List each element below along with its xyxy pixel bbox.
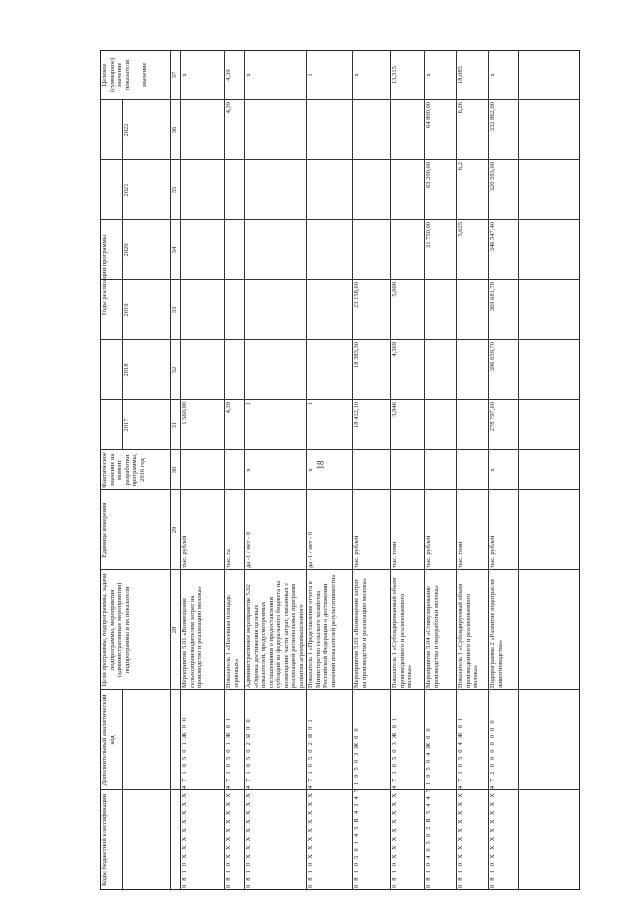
header-unit: Единица измерения [101,502,108,558]
row-final: 4,39 [225,69,232,81]
row-value [181,102,223,158]
row-value: 346 547,40 [489,222,496,252]
column-number: 30 [171,466,178,474]
row-value: 278 797,60 [489,402,496,432]
row-code: 0 8 1 0 Х Х Х Х Х Х Х Х 4 7 1 0 5 0 1 Ж 0 0 [181,716,188,888]
row-name: Мероприятие 5.01 «Возмещение сельхозпроизводителям затрат на производство и реализацию молока» [181,586,203,688]
row-value [245,342,305,398]
column-number: 37 [171,71,178,79]
row-value: 1 [245,402,252,406]
row-value [425,342,455,398]
header-year: 2018 [123,363,130,377]
grid-line [100,489,580,490]
row-value [425,402,455,448]
row-value [225,342,243,398]
row-value: 31 750,00 [425,222,432,248]
row-name: Административное мероприятие 5.02 «Оценка достижения целевых показателей, предусмотренных соглашениями о предоставлении субсидий из федерального бюджета на возмещение части затрат, связанных с реализацией региональных программ развития агропромышленного [245,580,305,688]
row-value [353,222,389,278]
row-final: х [181,73,188,77]
row-value [245,222,305,278]
row-value [181,222,223,278]
row-value [181,162,223,218]
grid-line [100,279,580,280]
row-value: 23 158,60 [353,282,360,308]
row-code: 0 8 1 0 Х Х Х Х Х Х Х Х 4 7 1 0 5 0 4 Ж 0 1 [457,716,464,888]
header-final: Целевое (суммарное) значение показателя [101,57,131,93]
row-fact [391,452,423,488]
row-value: 4,369 [391,342,398,357]
grid-line [100,689,580,690]
row-fact [181,452,223,488]
row-value: 332 862,00 [489,102,496,132]
row-value: 396 659,70 [489,342,496,372]
header-year: 2020 [123,243,130,257]
row-fact: х [489,468,496,472]
row-value [425,282,455,338]
row-unit: тыс. рублей [489,535,496,568]
row-unit: тыс. рублей [425,535,432,568]
row-value [391,222,423,278]
row-value [457,282,487,338]
row-value: 369 681,70 [489,282,496,312]
row-value [353,162,389,218]
header-year: 2021 [123,183,130,197]
row-name: Мероприятие 5.03 «Возмещение затрат на производство и реализацию молока» [353,578,368,688]
grid-line [518,50,519,890]
row-code: 0 8 1 0 Х Х Х Х Х Х Х Х 4 7 1 0 5 0 2 Я 0 1 [307,718,314,888]
row-name: Показатель 1 «Субсидированный объем произведенного и реализованного молока» [391,577,413,688]
row-code: 0 8 1 0 5 0 1 4 5 R 4 3 4 7 1 0 5 0 3 Ж 0 0 [353,727,360,888]
row-value: 3,946 [391,402,398,417]
header-kbk: Коды бюджетной классификации [101,793,108,887]
grid-line [100,399,580,400]
row-unit: тыс. тонн [391,541,398,568]
header-year: 2017 [123,418,130,432]
column-number: 35 [171,186,178,194]
header-year: 2022 [123,123,130,137]
column-number: 36 [171,126,178,134]
row-value [225,162,243,218]
row-value [225,222,243,278]
row-fact: х [307,468,314,472]
row-final: х [245,73,252,77]
budget-program-table [100,50,580,890]
header-fact: Фактическое значение на момент разработки программы, 2016 год [101,452,146,488]
row-name: Мероприятие 5.04 «Стимулирование производства и переработки молока» [425,585,440,688]
row-name: Показатель 1 «Посевная площадь зерновых» [225,595,240,688]
row-value: 1 560,00 [181,402,188,425]
column-number: 28 [171,626,178,634]
grid-line [100,339,580,340]
row-unit: да -1 / нет - 0 [307,531,314,568]
row-final: х [353,73,360,77]
row-final: х [489,73,496,77]
row-fact [457,452,487,488]
row-value: 6,26 [457,102,464,114]
column-number: 33 [171,306,178,314]
row-value [457,342,487,398]
row-value: 5,625 [457,222,464,237]
header-years-group: Годы реализации программы [101,234,108,316]
row-value [307,162,351,218]
row-value: 18 412,10 [353,402,360,428]
row-fact [425,452,455,488]
row-value: 63 200,00 [425,162,432,188]
row-value: 64 800,00 [425,102,432,128]
row-final: 18,085 [457,66,464,84]
grid-line [100,99,580,100]
row-final: х [425,73,432,77]
row-value: 1 [307,402,314,406]
row-value [457,402,487,448]
row-code: 0 8 1 0 Х Х Х Х Х Х Х Х 4 7 1 0 5 0 3 Ж 0 1 [391,716,398,888]
grid-line [100,219,580,220]
header-additional-code: Дополнительный аналитический код [101,694,116,786]
row-unit: да -1 / нет - 0 [245,531,252,568]
row-code: 0 8 1 0 Х Х Х Х Х Х Х Х 4 7 1 0 5 0 2 Я 0 0 [245,718,252,888]
row-value [391,102,423,158]
row-name: Подпрограмма 2 «Развитие подотрасли животноводства» [489,579,504,688]
row-value [245,282,305,338]
row-value [181,342,223,398]
column-number: 32 [171,366,178,374]
row-name: Показатель 1 «Представление отчета в Министерство сельского хозяйства Российской Федерации о достижении значений показателей результативности» [307,574,337,688]
row-value: 18 383,30 [353,342,360,368]
header-goal: Цели программы, подпрограммы, задачи подпрограммы, мероприятия (административные мероприятия) подпрограммы и их показатели [101,573,131,687]
row-unit: тыс. рублей [353,535,360,568]
row-fact: х [245,468,252,472]
row-value: 4,39 [225,402,232,414]
row-value [307,222,351,278]
row-fact [353,452,389,488]
row-value [307,282,351,338]
row-value [307,102,351,158]
grid-line [122,690,123,890]
column-number: 34 [171,246,178,254]
row-value [307,342,351,398]
row-value: 5,000 [391,282,398,297]
page-number: 18 [315,460,325,470]
header-year: 2019 [123,303,130,317]
row-value: 4,39 [225,102,232,114]
row-code: 0 8 1 0 4 0 5 0 2 R 5 4 4 7 1 0 5 0 4 Ж 0 0 [425,727,432,888]
row-code: 0 8 1 0 Х Х Х Х Х Х Х Х 4 7 2 0 0 0 0 0 0 0 [489,719,496,888]
column-number: 31 [171,421,178,429]
row-value [181,282,223,338]
row-name: Показатель 1 «Субсидируемый объем произведенного и реализованного молока» [457,583,479,688]
row-value [245,102,305,158]
row-value: 320 593,00 [489,162,496,192]
grid-line [100,569,580,570]
column-number: 29 [171,526,178,534]
grid-line [100,159,580,160]
row-final: 1 [307,73,314,77]
row-unit: тыс. рублей [181,535,188,568]
row-code: 0 8 1 0 Х Х Х Х Х Х Х Х 4 7 1 0 5 0 1 Ж 0 1 [225,716,232,888]
grid-line [100,449,580,450]
row-value: 6,2 [457,162,464,171]
row-final: 13,315 [391,66,398,84]
row-value [353,102,389,158]
row-unit: тыс. тонн [457,541,464,568]
row-unit: тыс. га [225,549,232,568]
row-fact [225,452,243,488]
row-value [245,162,305,218]
row-value [391,162,423,218]
header-final-label: значение [141,62,148,88]
row-value [225,282,243,338]
